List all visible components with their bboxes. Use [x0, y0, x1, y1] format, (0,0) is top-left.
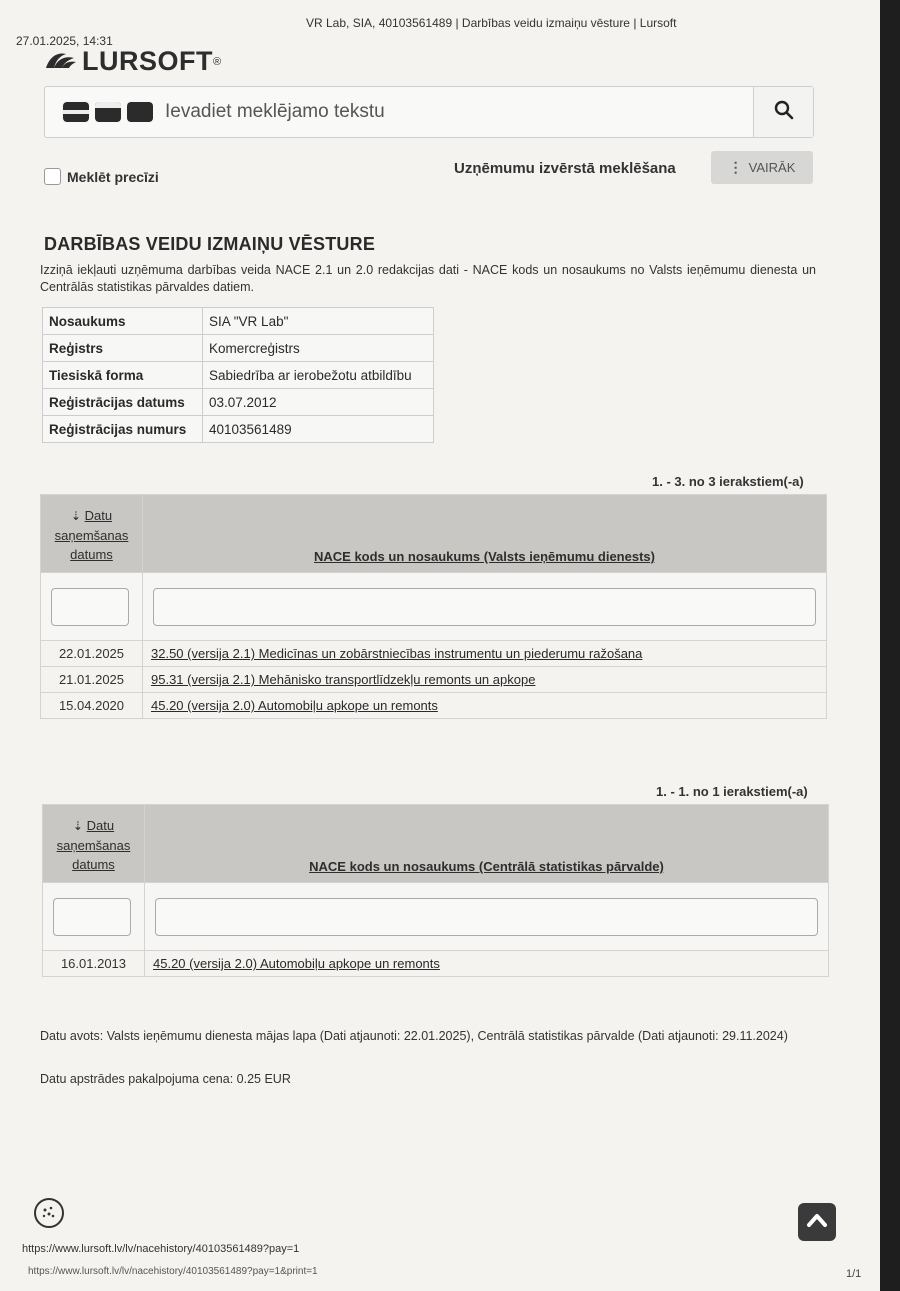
- table-header-row: [41, 495, 827, 573]
- flag-icon[interactable]: [95, 102, 121, 122]
- nace-column-header[interactable]: NACE kods un nosaukums (Centrālā statistikas pārvalde): [145, 805, 829, 883]
- info-value: Komercreģistrs: [203, 335, 434, 362]
- vid-nace-table: [40, 494, 827, 719]
- exact-search-option[interactable]: [44, 168, 159, 185]
- csp-nace-table: [42, 804, 829, 977]
- table-header-row: [43, 805, 829, 883]
- search-bar: [44, 86, 814, 138]
- lursoft-logo[interactable]: [44, 46, 221, 77]
- service-price: Datu apstrādes pakalpojuma cena: 0.25 EUR: [40, 1072, 291, 1086]
- vid-record-count: 1. - 3. no 3 ierakstiem(-a): [652, 474, 804, 489]
- search-icon: [774, 100, 794, 125]
- sort-icon: ⇣: [72, 819, 83, 833]
- search-button[interactable]: [753, 87, 813, 137]
- date-column-header[interactable]: [41, 495, 143, 573]
- nace-link[interactable]: 45.20 (versija 2.0) Automobiļu apkope un remonts: [153, 956, 440, 971]
- filter-row: [43, 883, 829, 951]
- table-row: [41, 693, 827, 719]
- logo-mark-icon: [44, 48, 78, 75]
- nace-link[interactable]: 95.31 (versija 2.1) Mehānisko transportlīdzekļu remonts un apkope: [151, 672, 536, 687]
- date-column-header[interactable]: [43, 805, 145, 883]
- print-url: https://www.lursoft.lv/lv/nacehistory/40103561489?pay=1&print=1: [28, 1266, 318, 1277]
- date-filter-input[interactable]: [51, 588, 129, 626]
- more-button-label: VAIRĀK: [748, 160, 796, 175]
- page-intro: Izziņā iekļauti uzņēmuma darbības veida NACE 2.1 un 2.0 redakcijas dati - NACE kods un nosaukums no Valsts ieņēmumu dienesta un Centrālās statistikas pārvaldes datiem.: [40, 263, 816, 294]
- print-datetime: 27.01.2025, 14:31: [16, 34, 113, 48]
- flag-icon[interactable]: [127, 102, 153, 122]
- table-row: [43, 362, 434, 389]
- info-value: SIA "VR Lab": [203, 308, 434, 335]
- table-row: [43, 308, 434, 335]
- row-date: 15.04.2020: [41, 693, 143, 719]
- nace-link[interactable]: 32.50 (versija 2.1) Medicīnas un zobārstniecības instrumentu un piederumu ražošana: [151, 646, 643, 661]
- logo-registered: ®: [213, 55, 222, 68]
- page-title: DARBĪBAS VEIDU IZMAIŅU VĒSTURE: [44, 234, 376, 254]
- date-column-label: Datu saņemšanas datums: [56, 818, 131, 872]
- date-column-label: Datu saņemšanas datums: [54, 508, 129, 562]
- page-number: 1/1: [846, 1268, 862, 1280]
- info-label: Reģistrācijas numurs: [43, 416, 203, 443]
- print-title: VR Lab, SIA, 40103561489 | Darbības veidu izmaiņu vēsture | Lursoft: [306, 16, 677, 30]
- language-flags: [63, 102, 153, 122]
- more-button[interactable]: [711, 151, 813, 184]
- scroll-to-top-button[interactable]: [798, 1203, 836, 1241]
- table-row: [43, 389, 434, 416]
- nace-link[interactable]: 45.20 (versija 2.0) Automobiļu apkope un remonts: [151, 698, 438, 713]
- table-row: [41, 641, 827, 667]
- nace-filter-input[interactable]: [155, 898, 818, 936]
- row-date: 16.01.2013: [43, 951, 145, 977]
- exact-search-label: Meklēt precīzi: [67, 168, 159, 185]
- company-info-table: [42, 307, 434, 443]
- nace-column-header[interactable]: NACE kods un nosaukums (Valsts ieņēmumu dienests): [143, 495, 827, 573]
- date-filter-input[interactable]: [53, 898, 131, 936]
- flag-icon[interactable]: [63, 102, 89, 122]
- info-label: Nosaukums: [43, 308, 203, 335]
- info-label: Reģistrs: [43, 335, 203, 362]
- more-dots-icon: ⋮: [728, 159, 743, 175]
- row-date: 21.01.2025: [41, 667, 143, 693]
- info-label: Tiesiskā forma: [43, 362, 203, 389]
- csp-record-count: 1. - 1. no 1 ierakstiem(-a): [656, 784, 808, 799]
- filter-row: [41, 573, 827, 641]
- sort-icon: ⇣: [70, 509, 81, 523]
- cookie-icon[interactable]: [34, 1198, 64, 1228]
- table-row: [43, 335, 434, 362]
- exact-search-checkbox[interactable]: [44, 168, 61, 185]
- search-input[interactable]: [165, 101, 725, 123]
- data-source-note: Datu avots: Valsts ieņēmumu dienesta mājas lapa (Dati atjaunoti: 22.01.2025), Centrālā statistikas pārvalde (Dati atjaunoti: 29.11.2024): [40, 1029, 788, 1043]
- table-row: [43, 951, 829, 977]
- advanced-search-link[interactable]: Uzņēmumu izvērstā meklēšana: [454, 160, 676, 177]
- page-url: https://www.lursoft.lv/lv/nacehistory/40103561489?pay=1: [22, 1243, 300, 1255]
- table-row: [43, 416, 434, 443]
- info-label: Reģistrācijas datums: [43, 389, 203, 416]
- info-value: 40103561489: [203, 416, 434, 443]
- table-row: [41, 667, 827, 693]
- nace-filter-input[interactable]: [153, 588, 816, 626]
- row-date: 22.01.2025: [41, 641, 143, 667]
- info-value: Sabiedrība ar ierobežotu atbildību: [203, 362, 434, 389]
- logo-text: LURSOFT: [82, 46, 213, 76]
- chevron-up-icon: [806, 1212, 828, 1233]
- info-value: 03.07.2012: [203, 389, 434, 416]
